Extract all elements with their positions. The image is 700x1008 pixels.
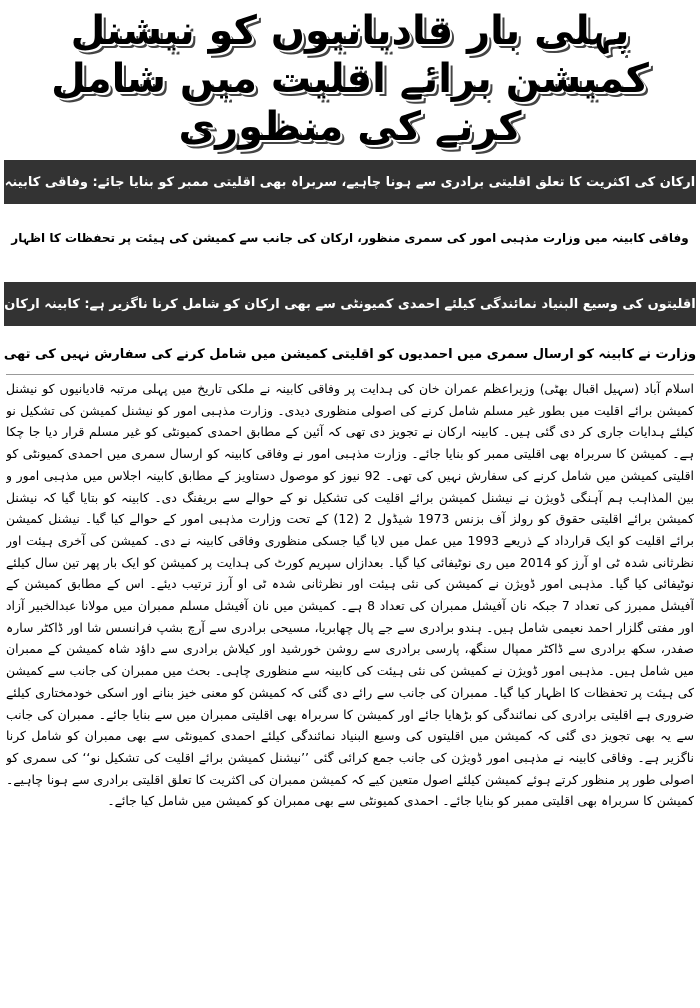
article-body: اسلام آباد (سہیل اقبال بھٹی) وزیراعظم عمران خان کی ہدایت پر وفاقی کابینہ نے ملکی تاریخ میں پہلی مرتبہ قادیانیوں کو نیشنل کمیشن برائے اقلیت میں بطور غیر مسلم شامل کرنے کی اصولی منظوری دیدی۔ وزارت مذہبی امور کو نیشنل کمیشن کی تشکیل نو کیلئے ہدایات جاری کر دی گئی ہیں۔ کابینہ ارکان نے تجویز دی تھی کہ آئین کے مطابق احمدی کمیونٹی کو غیر مسلم قرار دیا جا چکا ہے۔ کمیشن کا سربراہ بھی اقلیتی ممبر کو بنایا جائے۔ وزارت مذہبی امور نے وفاقی کابینہ کو ارسال سمری میں احمدی کمیونٹی کو اقلیتی کمیشن میں شامل کرنے کی سفارش نہیں کی تھی۔ 92 نیوز کو موصول دستاویز کے مطابق کابینہ اجلاس میں مذہبی امور و بین المذاہب ہم آہنگی ڈویژن نے نیشنل کمیشن برائے اقلیت کی تشکیل نو کے حوالے سے بریفنگ دی۔ کابینہ کو بتایا گیا کہ نیشنل کمیشن برائے اقلیتی حقوق کو رولز آف بزنس 1973 شیڈول 2 (12) کے تحت وزارت مذہبی امور کے حوالے کیا گیا۔ نیشنل کمیشن برائے اقلیت کو ایک قرارداد کے ذریعے 1993 میں عمل میں لایا گیا جسکی منظوری وفاقی کابینہ نے دی۔ کمیشن کی آخری ہیئت اور نظرثانی شدہ ٹی او آرز کو 2014 میں ری نوٹیفائی کیا گیا۔ بعدازاں سپریم کورٹ کی ہدایت پر کمیشن کو ایک بار پھر تین سال کیلئے نوٹیفائی کیا گیا۔ مذہبی امور ڈویژن نے کمیشن کی نئی ہیئت اور نظرثانی شدہ ٹی او آرز ترتیب دیئے۔ اس کے مطابق کمیشن کے آفیشل ممبرز کی تعداد 7 جبکہ نان آفیشل ممبران کی تعداد 8 ہے۔ کمیشن میں نان آفیشل مسلم ممبران میں مولانا عبدالخبیر آزاد اور مفتی گلزار احمد نعیمی شامل ہیں۔ ہندو برادری سے جے پال چھابریا، مسیحی برادری سے آرچ بشپ فرانسس شا اور ڈاکٹر سارہ صفدر، سکھ برادری سے ڈاکٹر ممپال سنگھ، پارسی برادری سے روشن خورشید اور کیلاش برادری سے داؤد شاہ کمیشن کے ممبران میں شامل ہیں۔ مذہبی امور ڈویژن نے کمیشن کی نئی ہیئت کی کابینہ سے منظوری چاہی۔ بحث میں ممبران کی جانب سے کمیشن کی ہیئت پر تحفظات کا اظہار کیا گیا۔ ممبران کی جانب سے رائے دی گئی کہ کمیشن کو معنی خیز بنانے اور اسکی خودمختاری کیلئے ضروری ہے اقلیتی برادری کی نمائندگی کو بڑھایا جائے اور کمیشن کا سربراہ بھی اقلیتی ممبران میں سے بنایا جائے۔ ممبران کی جانب سے یہ بھی تجویز دی گئی کہ کمیشن میں اقلیتوں کی وسیع البنیاد نمائندگی کیلئے احمدی کمیونٹی سے بھی ممبران کو شامل کرنا ناگزیر ہے۔ وفاقی کابینہ نے مذہبی امور ڈویژن کی جانب جمع کرائی گئی ’’نیشنل کمیشن برائے اقلیت کی تشکیل نو‘‘ کی سمری کو اصولی طور پر منظور کرتے ہوئے کمیشن کیلئے اصول متعین کیے کہ کمیشن ممبران کی اکثریت کا تعلق اقلیتی برادری سے ہونا چاہیے۔ کمیشن کا سربراہ بھی اقلیتی ممبر کو بنایا جائے۔ احمدی کمیونٹی سے بھی ممبران کو کمیشن میں شامل کیا جائے۔ bbox=[6, 381, 694, 809]
subheading-4: وزارت نے کابینہ کو ارسال سمری میں احمدیوں کو اقلیتی کمیشن میں شامل کرنے کی سفارش نہیں کی تھی bbox=[4, 332, 696, 376]
divider bbox=[6, 374, 694, 375]
subheading-2: وفاقی کابینہ میں وزارت مذہبی امور کی سمری منظور، ارکان کی جانب سے کمیشن کی ہیئت پر تحفظات کا اظہار bbox=[4, 216, 696, 260]
subheading-1: ارکان کی اکثریت کا تعلق اقلیتی برادری سے ہونا چاہیے، سربراہ بھی اقلیتی ممبر کو بنایا جائے: وفاقی کابینہ bbox=[4, 160, 696, 204]
headline: پہلی بار قادیانیوں کو نیشنل کمیشن برائے اقلیت میں شامل کرنے کی منظوری bbox=[51, 8, 649, 150]
subheading-3: اقلیتوں کی وسیع البنیاد نمائندگی کیلئے احمدی کمیونٹی سے بھی ارکان کو شامل کرنا ناگزیر ہے: کابینہ ارکان bbox=[4, 282, 696, 326]
